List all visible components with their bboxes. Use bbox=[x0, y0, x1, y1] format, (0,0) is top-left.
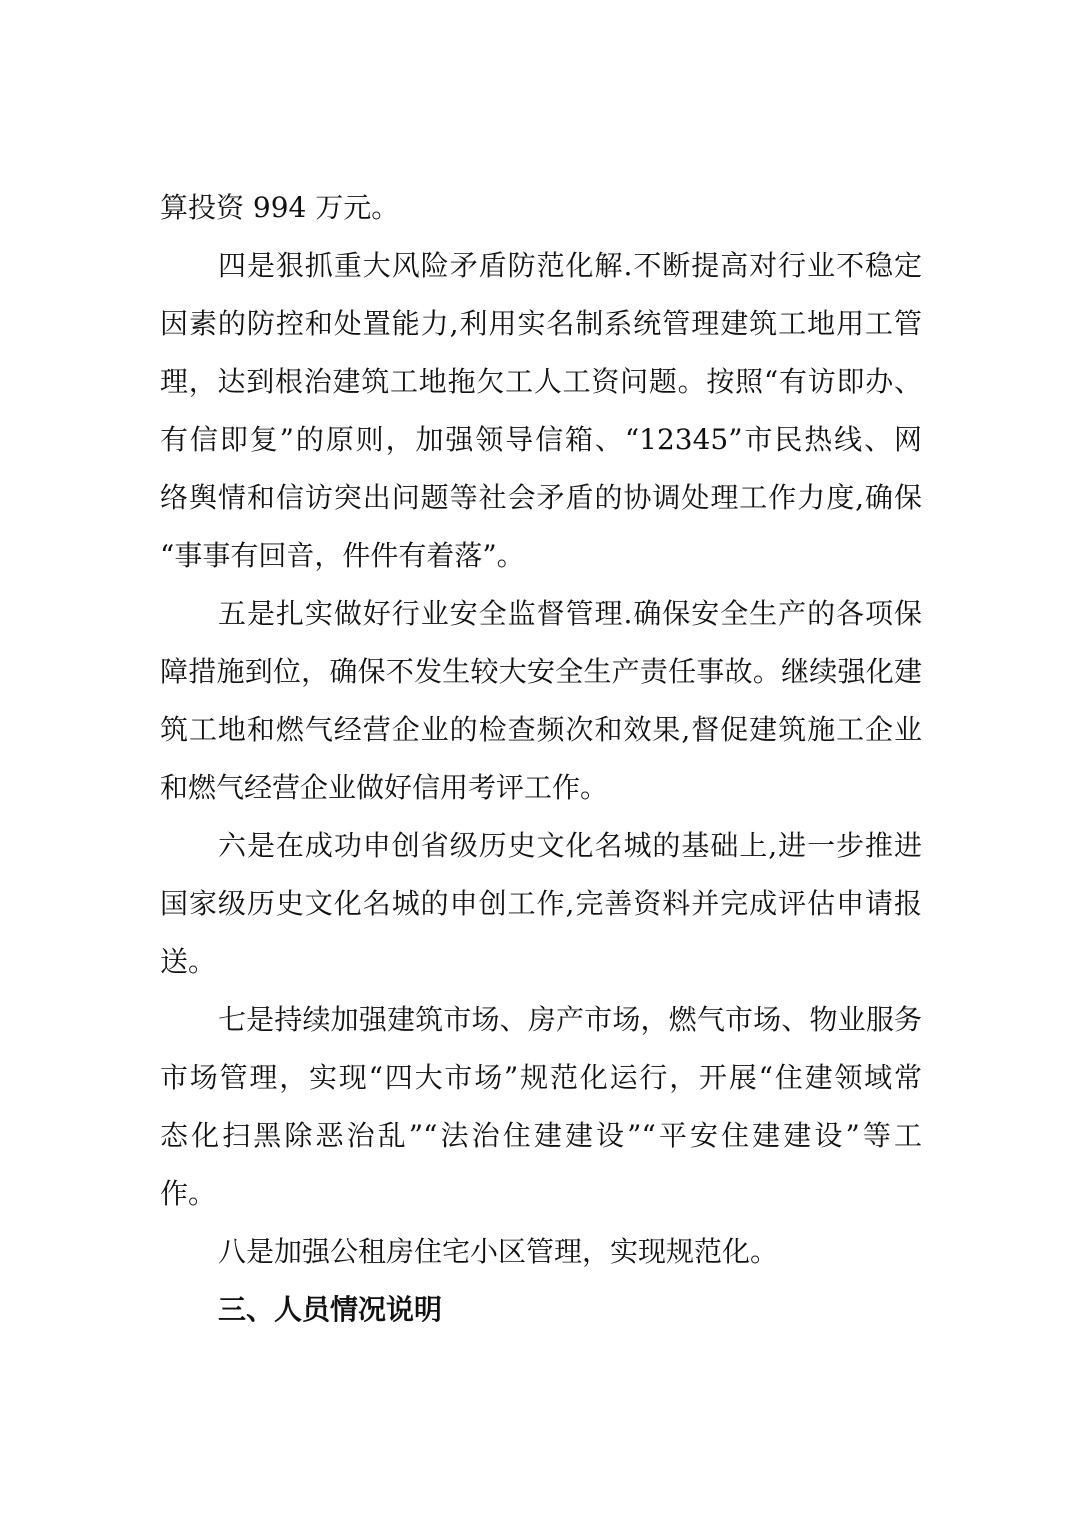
paragraph-line: 国家级历史文化名城的申创工作,完善资料并完成评估申请报 bbox=[160, 887, 922, 920]
paragraph-line: 送。 bbox=[160, 945, 217, 978]
paragraph-line: 筑工地和燃气经营企业的检查频次和效果,督促建筑施工企业 bbox=[160, 713, 922, 746]
paragraph-line: 五是扎实做好行业安全监督管理.确保安全生产的各项保 bbox=[218, 597, 922, 630]
paragraph-line: 络舆情和信访突出问题等社会矛盾的协调处理工作力度,确保 bbox=[160, 481, 922, 514]
paragraph-line: 有信即复”的原则，加强领导信箱、“12345”市民热线、网 bbox=[160, 423, 922, 456]
paragraph-line: 四是狠抓重大风险矛盾防范化解.不断提高对行业不稳定 bbox=[218, 249, 922, 282]
paragraph-line: “事事有回音，件件有着落”。 bbox=[160, 539, 525, 572]
section-heading: 三、人员情况说明 bbox=[218, 1293, 443, 1326]
paragraph-line: 和燃气经营企业做好信用考评工作。 bbox=[160, 771, 609, 804]
paragraph-line: 市场管理，实现“四大市场”规范化运行，开展“住建领域常 bbox=[160, 1061, 922, 1094]
paragraph-line: 态化扫黑除恶治乱”“法治住建建设”“平安住建建设”等工 bbox=[160, 1119, 922, 1152]
paragraph-line: 七是持续加强建筑市场、房产市场，燃气市场、物业服务 bbox=[218, 1003, 922, 1036]
paragraph-line: 理，达到根治建筑工地拖欠工人工资问题。按照“有访即办、 bbox=[160, 365, 922, 398]
paragraph-line: 障措施到位，确保不发生较大安全生产责任事故。继续强化建 bbox=[160, 655, 922, 688]
paragraph-line: 因素的防控和处置能力,利用实名制系统管理建筑工地用工管 bbox=[160, 307, 922, 340]
paragraph-line: 六是在成功申创省级历史文化名城的基础上,进一步推进 bbox=[218, 829, 922, 862]
paragraph-line: 八是加强公租房住宅小区管理，实现规范化。 bbox=[218, 1235, 779, 1268]
paragraph-line: 作。 bbox=[160, 1177, 217, 1210]
paragraph-line: 算投资 994 万元。 bbox=[160, 191, 400, 224]
